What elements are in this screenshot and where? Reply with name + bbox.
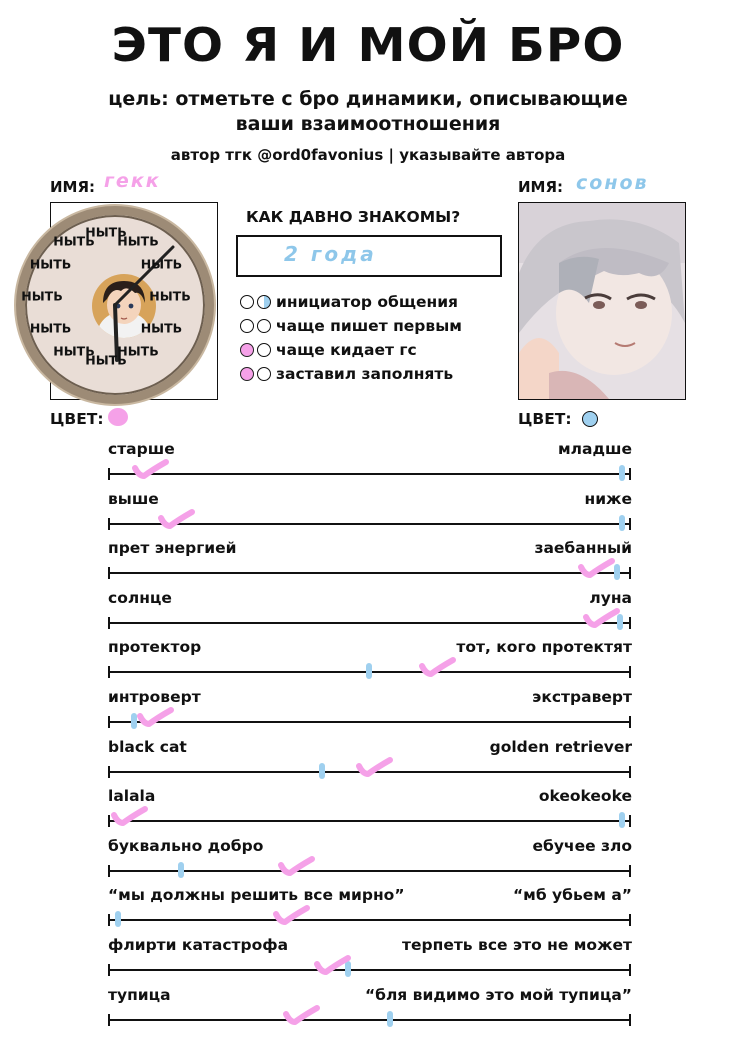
scale-mark-pink: [417, 654, 457, 680]
left-name-label: ИМЯ:: [50, 178, 96, 196]
scale-tick-right: [629, 567, 631, 579]
scale-left-label: старше: [108, 440, 175, 458]
left-name-value: гекк: [104, 170, 161, 192]
scale-tick-left: [108, 716, 110, 728]
scale-line[interactable]: [108, 721, 630, 723]
scale-mark-blue: [619, 515, 625, 531]
clock-word: НЫТЬ: [53, 233, 95, 249]
option-label: чаще пишет первым: [276, 317, 462, 335]
right-name-value: сонов: [576, 172, 649, 194]
scale-tick-right: [629, 666, 631, 678]
clock-word: НЫТЬ: [29, 256, 72, 272]
scale-tick-left: [108, 567, 110, 579]
scale-mark-blue: [115, 911, 121, 927]
scale-tick-left: [108, 964, 110, 976]
scale-right-label: “бля видимо это мой тупица”: [364, 985, 632, 1004]
scale-line[interactable]: [108, 969, 630, 971]
scale-tick-right: [629, 716, 631, 728]
scale-tick-right: [629, 964, 631, 976]
page-title: ЭТО Я И МОЙ БРО: [111, 18, 625, 72]
clock-word: НЫТЬ: [85, 224, 127, 240]
scale-tick-right: [629, 468, 631, 480]
scale-tick-left: [108, 914, 110, 926]
scale-mark-pink: [276, 853, 316, 879]
scale-right-label: ебучее зло: [532, 836, 632, 855]
scale-tick-right: [629, 1014, 631, 1026]
scale-mark-pink: [130, 456, 170, 482]
scale-right-label: экстраверт: [532, 688, 632, 706]
scale-tick-right: [629, 865, 631, 877]
scale-mark-pink: [312, 952, 352, 978]
answer-text: 2 года: [284, 242, 377, 266]
scale-mark-pink: [576, 555, 616, 581]
scale-mark-blue: [178, 862, 184, 878]
scale-right-label: заебанный: [534, 539, 632, 558]
question-heading: КАК ДАВНО ЗНАКОМЫ?: [246, 208, 461, 226]
scale-left-label: black cat: [108, 737, 187, 756]
scale-left-label: флирти катастрофа: [108, 936, 289, 954]
scale-right-label: тот, кого протектят: [456, 638, 632, 657]
scale-left-label: “мы должны решить все мирно”: [108, 886, 405, 905]
scale-right-label: младше: [558, 440, 632, 458]
scale-mark-blue: [366, 663, 372, 679]
scale-tick-right: [629, 617, 631, 629]
scale-left-label: lalala: [108, 787, 156, 806]
scale-mark-pink: [271, 902, 311, 928]
scale-left-label: интроверт: [108, 688, 201, 706]
scale-right-label: терпеть все это не может: [402, 936, 632, 954]
scale-left-label: прет энергией: [108, 539, 237, 558]
scale-tick-left: [108, 617, 110, 629]
scale-tick-left: [108, 666, 110, 678]
scale-mark-blue: [319, 763, 325, 779]
scale-mark-blue: [387, 1011, 393, 1027]
clock-word: НЫТЬ: [85, 352, 127, 368]
option-label: инициатор общения: [276, 293, 459, 311]
scale-line[interactable]: [108, 870, 630, 872]
scale-right-label: okeokeoke: [538, 787, 632, 806]
option-label: заставил заполнять: [276, 365, 454, 383]
scale-left-label: солнце: [108, 588, 172, 607]
scale-left-label: протектор: [108, 638, 202, 657]
scale-tick-right: [629, 914, 631, 926]
scale-left-label: тупица: [108, 985, 171, 1004]
scale-mark-pink: [135, 704, 175, 730]
option-label: чаще кидает гс: [276, 341, 417, 359]
author-credit: автор тгк @ord0favonius | указывайте автора: [170, 146, 566, 164]
scale-tick-right: [629, 766, 631, 778]
scale-tick-right: [629, 518, 631, 530]
scale-line[interactable]: [108, 919, 630, 921]
clock-word: НЫТЬ: [140, 320, 183, 336]
scale-line[interactable]: [108, 572, 630, 574]
scale-mark-blue: [619, 465, 625, 481]
subtitle-line-1: цель: отметьте с бро динамики, описывающие: [108, 88, 628, 110]
scale-line[interactable]: [108, 473, 630, 475]
scale-tick-left: [108, 1014, 110, 1026]
scale-right-label: “мб убьем а”: [512, 886, 632, 905]
scale-tick-left: [108, 468, 110, 480]
scale-mark-pink: [156, 506, 196, 532]
left-color-label: ЦВЕТ:: [50, 410, 104, 428]
scale-right-label: луна: [589, 588, 632, 607]
scale-line[interactable]: [108, 622, 630, 624]
scale-left-label: буквально добро: [108, 836, 264, 855]
scale-line[interactable]: [108, 1019, 630, 1021]
scale-mark-blue: [619, 812, 625, 828]
scale-mark-pink: [581, 605, 621, 631]
scale-tick-right: [629, 815, 631, 827]
scale-mark-pink: [281, 1002, 321, 1028]
clock-word: НЫТЬ: [53, 343, 95, 359]
scale-mark-pink: [109, 803, 149, 829]
scale-tick-left: [108, 865, 110, 877]
clock-word: НЫТЬ: [149, 288, 191, 304]
clock-word: НЫТЬ: [21, 288, 63, 304]
scale-left-label: выше: [108, 489, 159, 508]
scale-right-label: ниже: [584, 489, 632, 508]
right-color-label: ЦВЕТ:: [518, 410, 572, 428]
scale-mark-pink: [354, 754, 394, 780]
clock-word: НЫТЬ: [140, 256, 183, 272]
clock-word: НЫТЬ: [117, 343, 159, 359]
clock-word: НЫТЬ: [29, 320, 72, 336]
right-name-label: ИМЯ:: [518, 178, 564, 196]
clock-word: НЫТЬ: [117, 233, 159, 249]
scale-tick-left: [108, 766, 110, 778]
scale-line[interactable]: [108, 820, 630, 822]
scale-tick-left: [108, 518, 110, 530]
scale-right-label: golden retriever: [489, 737, 632, 756]
subtitle-line-2: ваши взаимоотношения: [235, 113, 501, 135]
